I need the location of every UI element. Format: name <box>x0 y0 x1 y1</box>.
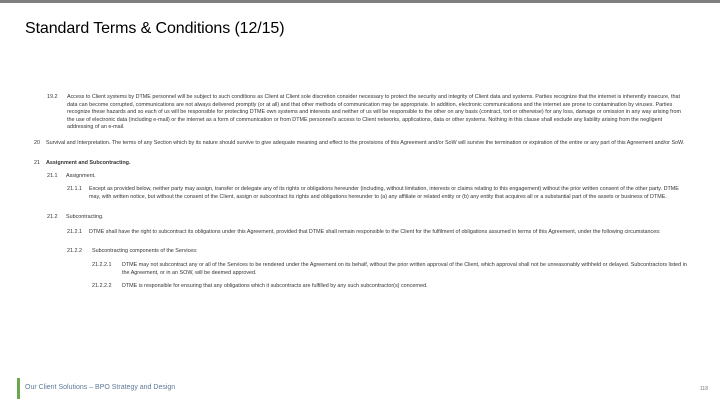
clause-text: Access to Client systems by DTME personnel will be subject to such conditions as Client at Client sole discretion consider necessary to protect the security and integrity of Client data and systems. Parties recognize that the internet is inherently insecure, that data can become corrupted, communications are not always delivered promptly (or at all) and that other methods of communication may be appropriate. In addition, electronic communications and the internet are prone to contamination by viruses. Parties recognize these hazards and so each of us will be responsible for protecting DTME own systems and interests and neither of us will be responsible to the other on any basis (contract, tort or otherwise) for any loss, damage or omission in any way arising from the use of electronic data (including e-mail) or the internet as a form of communication or from DTME personnel's access to Client networks, applications, data or other systems. Nothing in this clause shall exclude any liability arising from the negligent addressing of an e-mail. <box>67 94 681 131</box>
clause-text: DTME is responsible for ensuring that any obligations which it subcontracts are fulfilled by any such subcontractor(s) concerned. <box>122 283 428 289</box>
clause-number: 20 <box>34 140 40 146</box>
clause-number: 21.2 <box>47 214 58 220</box>
clause-heading: Assignment and Subcontracting. <box>46 160 131 166</box>
clause-text: Except as provided below, neither party may assign, transfer or delegate any of its rights or obligations hereunder (including, without limitation, interests or claims relating to this engagement) without the prior written consent of the other party. DTME may, with written notice, but without the consent of the Client, assign or subcontract its rights and obligations hereunder to (a) any affiliate or related entity or (b) any entity that acquires all or a substantial part of the assets or business of DTME. <box>89 186 679 200</box>
clause-text: Subcontracting components of the Services: <box>92 248 198 254</box>
page-number: 118 <box>700 386 708 392</box>
clause-text: DTME shall have the right to subcontract its obligations under this Agreement, provided that DTME shall remain responsible to the Client for the fulfilment of obligations assumed in terms of this Agreement, under the following circumstances: <box>89 229 661 235</box>
clause-number: 21.2.2 <box>67 248 82 254</box>
clause-number: 21.2.2.1 <box>92 262 112 268</box>
clause-number: 21.1 <box>47 173 58 179</box>
top-divider <box>0 0 720 3</box>
page-title: Standard Terms & Conditions (12/15) <box>25 20 285 37</box>
clause-text: Assignment. <box>66 173 96 179</box>
clause-text: Survival and Interpretation. The terms of any Section which by its nature should survive to give adequate meaning and effect to the provisions of this Agreement and/or SoW will survive the termination or expiration of the entire or any part of this Agreement and/or SoW. <box>46 140 685 146</box>
clause-number: 21.1.1 <box>67 186 82 192</box>
clause-text: Subcontracting. <box>66 214 104 220</box>
footer-text: Our Client Solutions – BPO Strategy and Design <box>25 384 176 391</box>
clause-text: DTME may not subcontract any or all of the Services to be rendered under the Agreement on its behalf, without the prior written approval of the Client, which approval shall not be unreasonably withheld or delayed. Subcontractors listed in the Agreement, or in an SOW, will be deemed approved. <box>122 262 687 276</box>
footer-accent-bar <box>17 378 20 399</box>
clause-number: 21.2.2.2 <box>92 283 112 289</box>
clause-number: 19.2 <box>47 94 58 100</box>
clause-number: 21.2.1 <box>67 229 82 235</box>
clause-number: 21 <box>34 160 40 166</box>
